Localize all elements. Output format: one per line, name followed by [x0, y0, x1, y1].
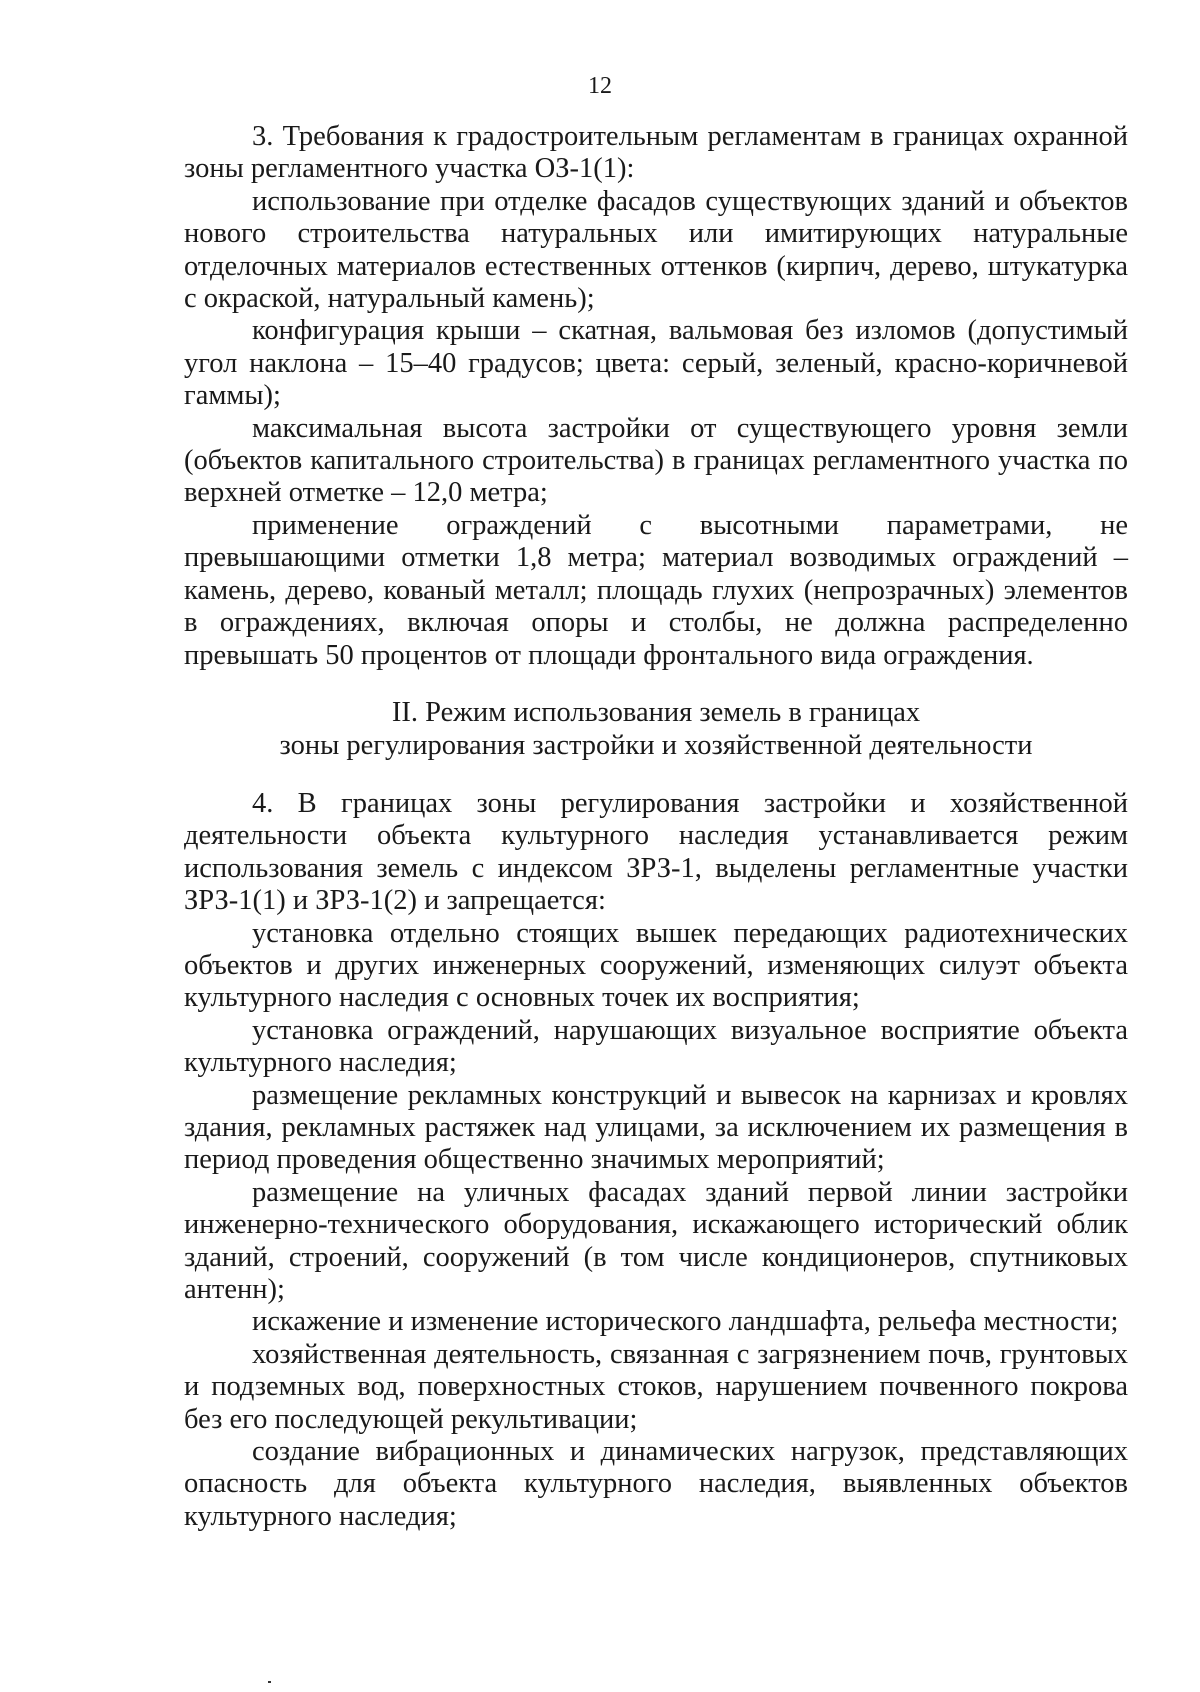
paragraph-fences: применение ограждений с высотными параметрами, не превышающими отметки 1,8 метра; материал возводимых ограждений – камень, дерево, кованый металл; площадь глухих (непрозрачных) элементов в ограждениях, включая опоры и столбы, не должна распределенно превышать 50 процентов от площади фронтального вида ограждения.: [184, 509, 1128, 671]
paragraph-soil-pollution: хозяйственная деятельность, связанная с загрязнением почв, грунтовых и подземных вод, поверхностных стоков, нарушением почвенного покрова без его последующей рекультивации;: [184, 1338, 1128, 1435]
paragraph-towers: установка отдельно стоящих вышек передающих радиотехнических объектов и других инженерных сооружений, изменяющих силуэт объекта культурного наследия с основных точек их восприятия;: [184, 917, 1128, 1014]
section-heading-line-1: II. Режим использования земель в границах: [391, 696, 921, 728]
paragraph-facade-materials: использование при отделке фасадов существующих зданий и объектов нового строительства натуральных или имитирующих натуральные отделочных материалов естественных оттенков (кирпич, дерево, штукатурка с окраской, натуральный камень);: [184, 185, 1128, 315]
paragraph-engineering-equipment: размещение на уличных фасадах зданий первой линии застройки инженерно-технического оборудования, искажающего исторический облик зданий, строений, сооружений (в том числе кондиционеров, спутниковых антенн);: [184, 1176, 1128, 1305]
section-heading-line-2: зоны регулирования застройки и хозяйственной деятельности: [279, 729, 1033, 761]
paragraph-requirements-oz: 3. Требования к градостроительным регламентам в границах охранной зоны регламентного участка ОЗ-1(1):: [184, 121, 1128, 185]
paragraph-landscape: искажение и изменение исторического ландшафта, рельефа местности;: [252, 1306, 1119, 1338]
document-body: [184, 121, 1128, 1533]
section-heading: [184, 696, 1128, 762]
scan-speck: [268, 1681, 271, 1683]
paragraph-zrz-prohibitions: 4. В границах зоны регулирования застройки и хозяйственной деятельности объекта культурного наследия устанавливается режим использования земель с индексом ЗРЗ-1, выделены регламентные участки ЗРЗ-1(1) и ЗРЗ-1(2) и запрещается:: [184, 787, 1128, 917]
paragraph-advertising: размещение рекламных конструкций и вывесок на карнизах и кровлях здания, рекламных растяжек над улицами, за исключением их размещения в период проведения общественно значимых мероприятий;: [184, 1079, 1128, 1176]
paragraph-roof-configuration: конфигурация крыши – скатная, вальмовая без изломов (допустимый угол наклона – 15–40 градусов; цвета: серый, зеленый, красно-коричневой гаммы);: [184, 315, 1128, 412]
page-number: 12: [588, 73, 612, 99]
paragraph-fence-perception: установка ограждений, нарушающих визуальное восприятие объекта культурного наследия;: [184, 1014, 1128, 1079]
paragraph-vibration-loads: создание вибрационных и динамических нагрузок, представляющих опасность для объекта культурного наследия, выявленных объектов культурного наследия;: [184, 1436, 1128, 1532]
paragraph-max-height: максимальная высота застройки от существующего уровня земли (объектов капитального строительства) в границах регламентного участка по верхней отметке – 12,0 метра;: [184, 412, 1128, 509]
